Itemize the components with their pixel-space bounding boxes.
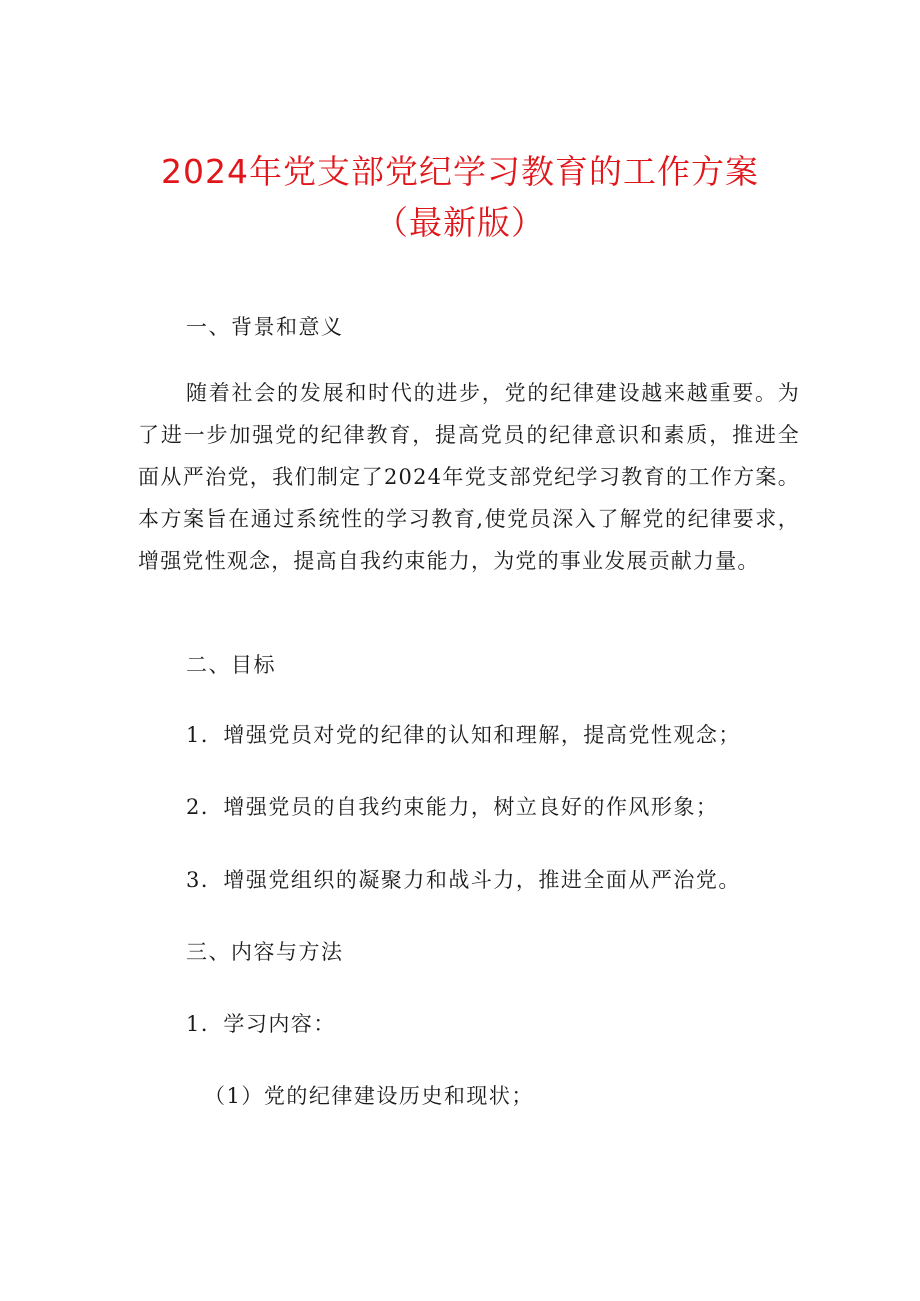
goal-item-2: 2．增强党员的自我约束能力，树立良好的作风形象； [186,795,719,819]
section-heading-content-methods: 三、内容与方法 [186,940,344,964]
goal-item-3: 3．增强党组织的凝聚力和战斗力，推进全面从严治党。 [186,868,741,892]
document-subtitle: （最新版） [375,203,545,242]
section-heading-goals: 二、目标 [186,653,276,677]
content-subitem-1: （1）党的纪律建设历史和现状； [204,1084,534,1108]
goal-item-1: 1．增强党员对党的纪律的认知和理解，提高党性观念； [186,723,741,747]
section-heading-background: 一、背景和意义 [186,315,344,339]
content-item-1: 1．学习内容： [186,1012,336,1036]
document-title: 2024年党支部党纪学习教育的工作方案 [161,152,759,191]
background-paragraph: 随着社会的发展和时代的进步，党的纪律建设越来越重要。为了进一步加强党的纪律教育，提高党员的纪律意识和素质，推进全面从严治党，我们制定了2024年党支部党纪学习教育的工作方案。本方案旨在通过系统性的学习教育,使党员深入了解党的纪律要求，增强党性观念，提高自我约束能力，为党的事业发展贡献力量。 [138,381,800,573]
